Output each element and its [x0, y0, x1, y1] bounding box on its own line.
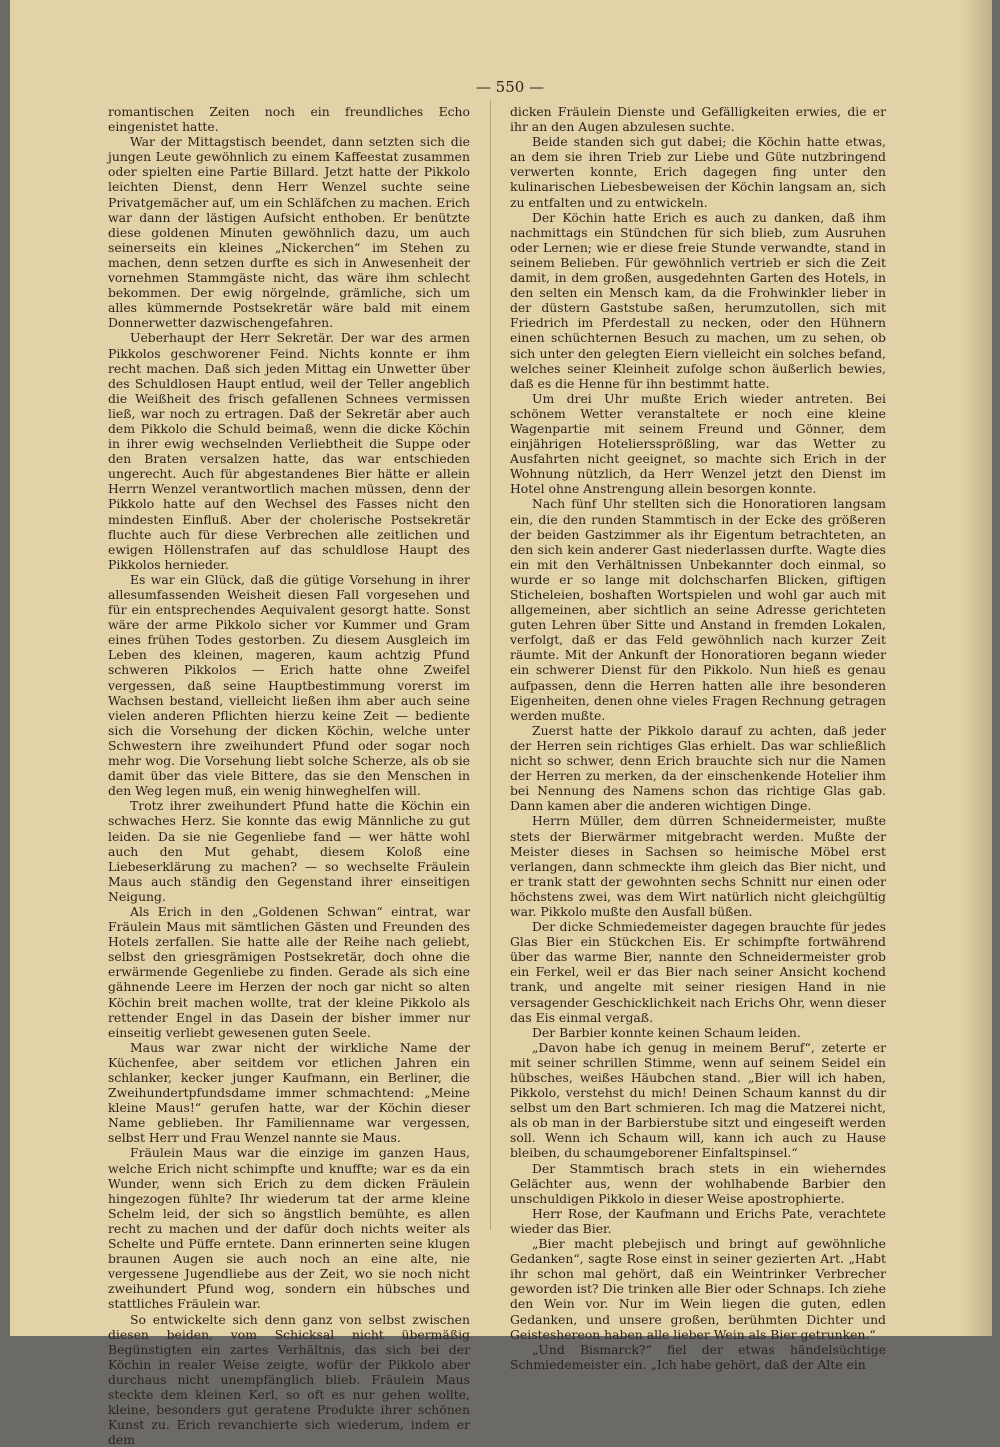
paragraph: Der dicke Schmiedemeister dagegen brauchte für jedes Glas Bier ein Stückchen Eis. Er schimpfte fortwährend über das warme Bier, nannte den Schneidermeister grob ein Ferkel, weil er das Bier nach seiner Ansicht kochend trank, und angelte mit seiner riesigen Hand in nie versagender Geschicklichkeit nach Erichs Ohr, wenn dieser das Eis einmal vergaß.	[510, 919, 886, 1025]
paragraph: dicken Fräulein Dienste und Gefälligkeiten erwies, die er ihr an den Augen abzulesen suchte.	[510, 104, 886, 134]
paragraph: Der Köchin hatte Erich es auch zu danken, daß ihm nachmittags ein Stündchen für sich blieb, zum Ausruhen oder Lernen; wie er diese freie Stunde verwandte, stand in seinem Belieben. Für gewöhnlich vertrieb er sich die Zeit damit, in dem großen, ausgedehnten Garten des Hotels, in den selten ein Mensch kam, da die Frohwinkler lieber in der düstern Gaststube saßen, herumzutollen, sich mit Friedrich im Pferdestall zu necken, oder den Hühnern einen schüchternen Besuch zu machen, um zu sehen, ob sich unter den gelegten Eiern vielleicht ein solches befand, welches seiner Kleinheit zufolge schon äußerlich bewies, daß es die Henne für ihn bestimmt hatte.	[510, 210, 886, 391]
paragraph: Fräulein Maus war die einzige im ganzen Haus, welche Erich nicht schimpfte und knuffte; war es da ein Wunder, wenn sich Erich zu dem dicken Fräulein hingezogen fühlte? Ihr wiederum tat der arme kleine Schelm leid, der sich so ängstlich bemühte, es allen recht zu machen und der dafür doch nichts weiter als Schelte und Püffe erntete. Dann erinnerten seine klugen braunen Augen sie auch noch an eine alte, nie vergessene Jugendliebe aus der Zeit, wo sie noch nicht zweihundert Pfund wog, sondern ein hübsches und stattliches Fräulein war.	[108, 1145, 470, 1311]
paragraph: Herr Rose, der Kaufmann und Erichs Pate, verachtete wieder das Bier.	[510, 1206, 886, 1236]
paragraph: romantischen Zeiten noch ein freundliches Echo eingenistet hatte.	[108, 104, 470, 134]
paragraph: „Davon habe ich genug in meinem Beruf“, zeterte er mit seiner schrillen Stimme, wenn auf seinem Seidel ein hübsches, weißes Häubchen stand. „Bier will ich haben, Pikkolo, verstehst du mich! Deinen Schaum kannst du dir selbst um den Bart schmieren. Ich mag die Matzerei nicht, als ob man in der Barbierstube sitzt und eingeseift werden soll. Wenn ich Schaum will, kann ich auch zu Hause bleiben, du schaumgeborener Einfaltspinsel.“	[510, 1040, 886, 1161]
newspaper-page	[10, 0, 992, 1336]
paragraph: „Bier macht plebejisch und bringt auf gewöhnliche Gedanken“, sagte Rose einst in seiner gezierten Art. „Habt ihr schon mal gehört, daß ein Weintrinker Verbrecher geworden ist? Die trinken alle Bier oder Schnaps. Ich ziehe den Wein vor. Nur im Wein liegen die guten, edlen Gedanken, und unsere großen, berühmten Dichter und Geisteshereon haben alle lieber Wein als Bier getrunken.“	[510, 1236, 886, 1342]
paragraph: „Und Bismarck?“ fiel der etwas händelsüchtige Schmiedemeister ein. „Ich habe gehört, daß der Alte ein	[510, 1342, 886, 1372]
paragraph: Es war ein Glück, daß die gütige Vorsehung in ihrer allesumfassenden Weisheit diesen Fall vorgesehen und für ein entsprechendes Aequivalent gesorgt hatte. Sonst wäre der arme Pikkolo sicher vor Kummer und Gram eines frühen Todes gestorben. Zu diesem Ausgleich im Leben des kleinen, mageren, kaum achtzig Pfund schweren Pikkolos — Erich hatte ohne Zweifel vergessen, daß seine Hauptbestimmung vorerst im Wachsen bestand, vielleicht ließen ihm aber auch seine vielen anderen Pflichten hierzu keine Zeit — bediente sich die Vorsehung der dicken Köchin, welche unter Schwestern ihre zweihundert Pfund oder sogar noch mehr wog. Die Vorsehung liebt solche Scherze, als ob sie damit über das viele Bittere, das sie den Menschen in den Weg legen muß, ein wenig hinweghelfen will.	[108, 572, 470, 798]
paragraph: Maus war zwar nicht der wirkliche Name der Küchenfee, aber seitdem vor etlichen Jahren ein schlanker, kecker junger Kaufmann, ein Berliner, die Zweihundertpfundsdame immer schmachtend: „Meine kleine Maus!“ gerufen hatte, war der Köchin dieser Name geblieben. Ihr Familienname war vergessen, selbst Herr und Frau Wenzel nannte sie Maus.	[108, 1040, 470, 1146]
paragraph: So entwickelte sich denn ganz von selbst zwischen diesen beiden, vom Schicksal nicht übermäßig Begünstigten ein zartes Verhältnis, das sich bei der Köchin in realer Weise zeigte, wofür der Pikkolo aber durchaus nicht unempfänglich blieb. Fräulein Maus steckte dem kleinen Kerl, so oft es nur gehen wollte, kleine, besonders gut geratene Produkte ihrer schönen Kunst zu. Erich revanchierte sich wiederum, indem er dem	[108, 1312, 470, 1447]
paragraph: Beide standen sich gut dabei; die Köchin hatte etwas, an dem sie ihren Trieb zur Liebe und Güte nutzbringend verwerten konnte, Erich dagegen fing unter den kulinarischen Liebesbeweisen der Köchin langsam an, sich zu entfalten und zu entwickeln.	[510, 134, 886, 209]
paragraph: Herrn Müller, dem dürren Schneidermeister, mußte stets der Bierwärmer mitgebracht werden. Mußte der Meister dieses in Sachsen so heimische Möbel erst verlangen, dann schmeckte ihm gleich das Bier nicht, und er trank statt der gewohnten sechs Schnitt nur einen oder höchstens zwei, was dem Wirt natürlich nicht gleichgültig war. Pikkolo mußte den Ausfall büßen.	[510, 813, 886, 919]
paragraph: Als Erich in den „Goldenen Schwan“ eintrat, war Fräulein Maus mit sämtlichen Gästen und Freunden des Hotels zerfallen. Sie hatte alle der Reihe nach geliebt, selbst den griesgrämigen Postsekretär, doch ohne die erwärmende Gegenliebe zu finden. Gerade als sich eine gähnende Leere im Herzen der noch gar nicht so alten Köchin breit machen wollte, trat der kleine Pikkolo als rettender Engel in das Dasein der bisher immer nur einseitig verliebt gewesenen guten Seele.	[108, 904, 470, 1040]
paragraph: Um drei Uhr mußte Erich wieder antreten. Bei schönem Wetter veranstaltete er noch eine kleine Wagenpartie mit seinem Freund und Gönner, dem einjährigen Hotelierssprößling, war das Wetter zu Ausfahrten nicht geeignet, so machte sich Erich in der Wohnung nützlich, da Herr Wenzel jetzt den Dienst im Hotel ohne Anstrengung allein besorgen konnte.	[510, 391, 886, 497]
right-column	[510, 104, 886, 1372]
left-column	[108, 104, 470, 1447]
paragraph: Trotz ihrer zweihundert Pfund hatte die Köchin ein schwaches Herz. Sie konnte das ewig Männliche zu gut leiden. Da sie nie Gegenliebe fand — wer hätte wohl auch den Mut gehabt, diesem Koloß eine Liebeserklärung zu machen? — so wechselte Fräulein Maus auch ständig den Gegenstand ihrer einseitigen Neigung.	[108, 798, 470, 904]
column-divider	[490, 100, 491, 1230]
paragraph: Zuerst hatte der Pikkolo darauf zu achten, daß jeder der Herren sein richtiges Glas erhielt. Das war schließlich nicht so schwer, denn Erich brauchte sich nur die Namen der Herren zu merken, da der einschenkende Hotelier ihm bei Nennung des Namens schon das richtige Glas gab. Dann kamen aber die anderen wichtigen Dinge.	[510, 723, 886, 814]
page-number: — 550 —	[450, 78, 570, 96]
paragraph: Nach fünf Uhr stellten sich die Honoratioren langsam ein, die den runden Stammtisch in der Ecke des größeren der beiden Gastzimmer als ihr Eigentum betrachteten, an den sich kein anderer Gast niederlassen durfte. Wagte dies ein mit den Verhältnissen Unbekannter doch einmal, so wurde er so lange mit dolchscharfen Blicken, giftigen Sticheleien, boshaften Wortspielen und wohl gar auch mit allgemeinen, aber sichtlich an seine Adresse gerichteten guten Lehren über Sitte und Anstand in fremden Lokalen, verfolgt, daß er das Feld gewöhnlich nach kurzer Zeit räumte. Mit der Ankunft der Honoratioren begann wieder ein schwerer Dienst für den Pikkolo. Nun hieß es genau aufpassen, denn die Herren hatten alle ihre besonderen Eigenheiten, denen ohne vieles Fragen Rechnung getragen werden mußte.	[510, 496, 886, 722]
paragraph: Ueberhaupt der Herr Sekretär. Der war des armen Pikkolos geschworener Feind. Nichts konnte er ihm recht machen. Daß sich jeden Mittag ein Unwetter über des Schuldlosen Haupt entlud, weil der Teller angeblich die Weißheit des frisch gefallenen Schnees vermissen ließ, war noch zu ertragen. Daß der Sekretär aber auch dem Pikkolo die Schuld beimaß, wenn die dicke Köchin in ihrer ewig wechselnden Verliebtheit die Suppe oder den Braten versalzen hatte, das war entschieden ungerecht. Auch für abgestandenes Bier hätte er allein Herrn Wenzel verantwortlich machen müssen, denn der Pikkolo hatte auf den Wechsel des Fasses nicht den mindesten Einfluß. Aber der cholerische Postsekretär fluchte auch für diese Verbrechen alle zeitlichen und ewigen Höllenstrafen auf das schuldlose Haupt des Pikkolos hernieder.	[108, 330, 470, 572]
paragraph: War der Mittagstisch beendet, dann setzten sich die jungen Leute gewöhnlich zu einem Kaffeestat zusammen oder spielten eine Partie Billard. Jetzt hatte der Pikkolo leichten Dienst, denn Herr Wenzel suchte seine Privatgemächer auf, um ein Schläfchen zu machen. Erich war dann der lästigen Aufsicht enthoben. Er benützte diese goldenen Minuten gewöhnlich dazu, um auch seinerseits ein kleines „Nickerchen“ im Stehen zu machen, denn setzen durfte es sich in Anwesenheit der vornehmen Stammgäste nicht, das wäre ihm schlecht bekommen. Der ewig nörgelnde, grämliche, sich um alles kümmernde Postsekretär wäre bald mit einem Donnerwetter dazwischengefahren.	[108, 134, 470, 330]
paragraph: Der Barbier konnte keinen Schaum leiden.	[510, 1025, 886, 1040]
paragraph: Der Stammtisch brach stets in ein wieherndes Gelächter aus, wenn der wohlhabende Barbier den unschuldigen Pikkolo in dieser Weise apostrophierte.	[510, 1161, 886, 1206]
